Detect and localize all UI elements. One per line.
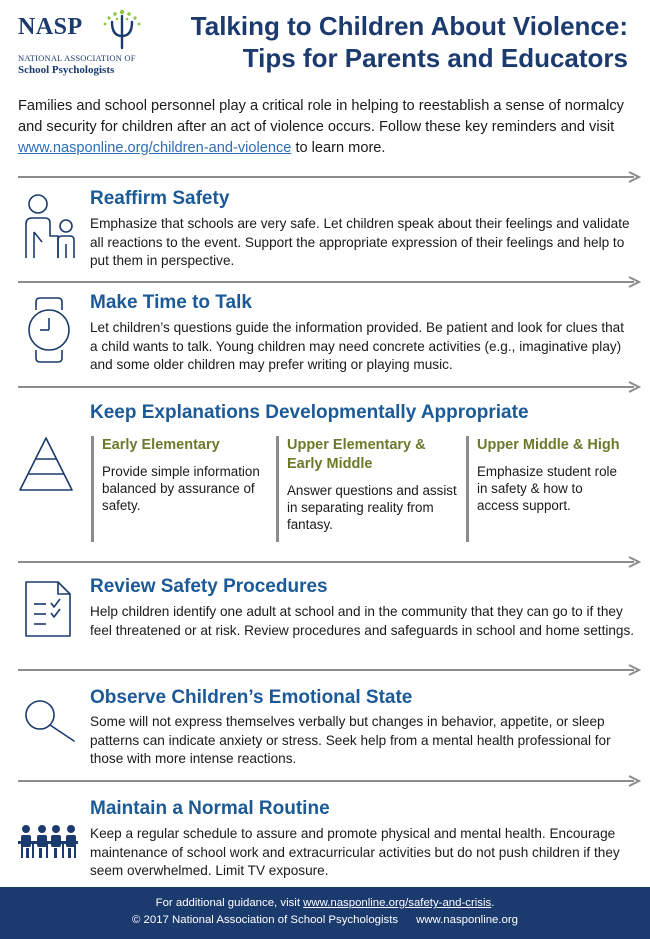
copyright-text: © 2017 National Association of School Psychologists xyxy=(131,914,399,926)
column-early-elementary xyxy=(91,436,272,542)
safety-crisis-link[interactable]: www.nasponline.org/safety-and-crisis xyxy=(303,897,492,909)
section-title: Make Time to Talk xyxy=(90,292,252,313)
watch-icon xyxy=(26,296,72,364)
section-divider xyxy=(18,171,640,183)
footer-period: . xyxy=(491,897,495,909)
logo-subtitle: NATIONAL ASSOCIATION OF xyxy=(18,53,136,63)
column-body: Emphasize student role in safety & how to access support. xyxy=(477,464,617,513)
arrow-right-icon xyxy=(628,171,640,183)
column-upper-middle-high xyxy=(466,436,627,542)
column-heading: Upper Middle & High xyxy=(477,437,620,453)
arrow-right-icon xyxy=(628,276,640,288)
section-body: Some will not express themselves verbally but changes in behavior, appetite, or sleep patterns can indicate anxiety or stress. Seek help from a mental health professional for those with more intense reactions. xyxy=(90,714,611,766)
footer-guidance xyxy=(0,897,650,909)
section-body: Keep a regular schedule to assure and promote physical and mental health. Encourage maintenance of school work and extracurricular activities but do not push children if they seem overwhelmed. Limit TV exposure. xyxy=(90,826,620,878)
section-title: Observe Children’s Emotional State xyxy=(90,687,413,708)
column-body: Answer questions and assist in separating reality from fantasy. xyxy=(287,483,457,532)
section-divider xyxy=(18,276,640,288)
pyramid-icon xyxy=(18,436,74,492)
arrow-right-icon xyxy=(628,664,640,676)
section-body: Help children identify one adult at school and in the community that they can go to if they feel threatened or at risk. Review procedures and safeguards in school and home settings. xyxy=(90,604,635,638)
logo-wordmark: NASP xyxy=(18,14,83,40)
footer-site: www.nasponline.org xyxy=(416,914,519,926)
page-title-line2: Tips for Parents and Educators xyxy=(242,43,628,73)
header xyxy=(0,0,650,90)
arrow-right-icon xyxy=(628,775,640,787)
arrow-right-icon xyxy=(628,556,640,568)
page-title xyxy=(168,10,628,74)
adult-child-icon xyxy=(18,192,78,258)
section-title: Review Safety Procedures xyxy=(90,576,328,597)
column-upper-elementary xyxy=(276,436,457,542)
section-divider xyxy=(18,556,640,568)
psi-icon xyxy=(96,10,148,50)
classroom-icon xyxy=(18,824,78,860)
footer-text: For additional guidance, visit xyxy=(155,897,304,909)
footer xyxy=(0,887,650,939)
section-body: Emphasize that schools are very safe. Let children speak about their feelings and validate all reactions to the event. Support the appropriate expression of their feelings and help to put them in perspective. xyxy=(90,216,630,268)
section-title: Reaffirm Safety xyxy=(90,188,230,209)
arrow-right-icon xyxy=(628,381,640,393)
logo-subtitle-bold: School Psychologists xyxy=(18,64,115,76)
column-heading: Upper Elementary & Early Middle xyxy=(287,437,426,472)
nasp-logo[interactable] xyxy=(18,14,168,76)
section-divider xyxy=(18,664,640,676)
section-title: Keep Explanations Developmentally Appropriate xyxy=(90,402,529,423)
section-divider xyxy=(18,775,640,787)
column-body: Provide simple information balanced by assurance of safety. xyxy=(102,464,260,513)
section-body: Let children’s questions guide the information provided. Be patient and look for clues that a child wants to talk. Young children may need concrete activities (e.g., imaginative play) and some older children may prefer writing or playing music. xyxy=(90,320,625,372)
checklist-icon xyxy=(24,580,72,638)
children-violence-link[interactable]: www.nasponline.org/children-and-violence xyxy=(18,140,292,156)
magnifier-icon xyxy=(24,699,78,745)
page-title-line1: Talking to Children About Violence: xyxy=(190,11,628,41)
intro-text-end: to learn more. xyxy=(291,140,386,156)
intro-paragraph xyxy=(18,96,633,159)
section-title: Maintain a Normal Routine xyxy=(90,798,330,819)
intro-text: Families and school personnel play a critical role in helping to reestablish a sense of normalcy and security for children after an act of violence occurs. Follow these key reminders and visit xyxy=(18,98,624,135)
footer-copyright-line xyxy=(0,914,650,926)
section-divider xyxy=(18,381,640,393)
column-heading: Early Elementary xyxy=(102,437,220,453)
